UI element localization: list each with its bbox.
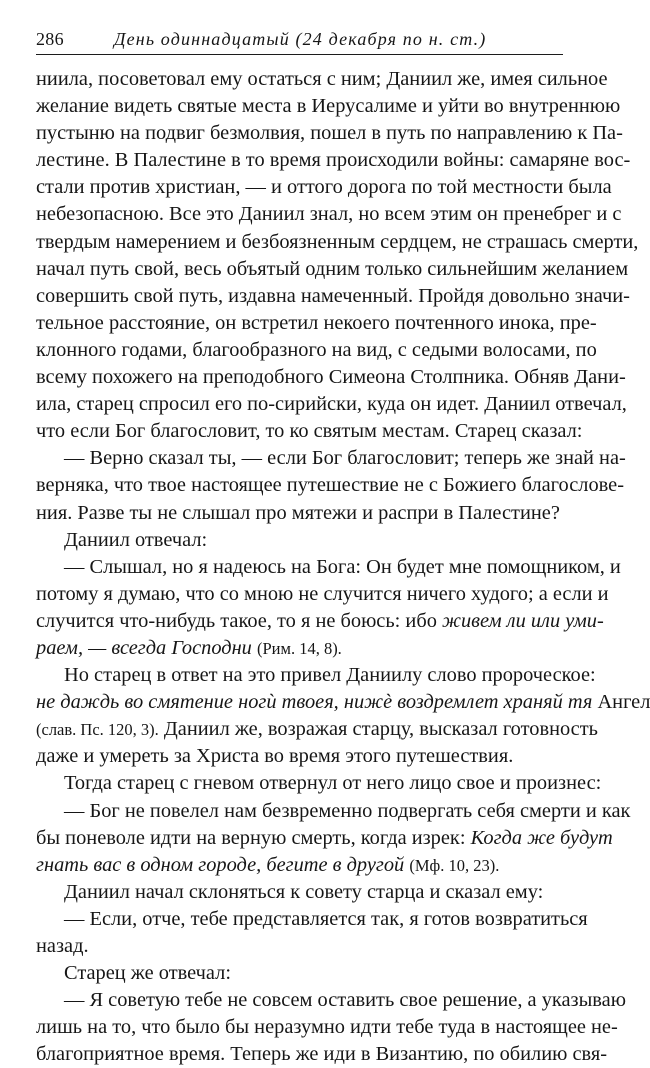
text-line [36,852,563,879]
text-line: Даниил отвечал: [64,528,208,551]
paragraph-10 [36,960,563,987]
text-line: тельное расстояние, он встретил некоего почтенного инока, пре- [36,311,597,334]
text-line: Но старец в ответ на это привел Даниилу слово пророческое: [64,664,596,687]
scripture-quote: не даждь во смятение ногѝ твоея, нижѐ воздремлет храняй тя [36,691,593,714]
page-number: 286 [36,29,64,49]
paragraph-6 [36,770,602,797]
text-line: даже и умереть за Христа во время этого путешествия. [36,745,514,768]
scripture-quote: живем ли или уми- [442,609,604,632]
scripture-reference: (Мф. 10, 23). [409,855,500,875]
text-line: твердым намерением и безбоязненным сердцем, не страшась смерти, [36,230,639,253]
paragraph-5 [36,662,650,770]
text-line: лишь на то, что было бы неразумно идти тебе туда в настоящее не- [36,1016,618,1039]
text-line: ниила, посоветовал ему остаться с ним; Даниил же, имея сильное [36,68,608,90]
paragraph-11 [36,987,626,1068]
scripture-quote: Когда же будут [470,826,613,849]
text-line: пустыню на подвиг безмолвия, пошел в путь по направлению к Па- [36,122,623,145]
text-line: ния. Разве ты не слышал про мятежи и распри в Палестине? [36,501,560,524]
text-run: Ангел [597,691,650,714]
paragraph-9 [36,906,588,960]
text-line: клонного годами, благообразного на вид, с седыми волосами, по [36,338,597,361]
text-line [36,716,598,743]
text-line [36,825,613,852]
header-rule [36,54,563,55]
text-line: лестине. В Палестине в то время происходили войны: самаряне вос- [36,149,631,172]
text-line [36,689,650,716]
paragraph-8 [36,879,563,906]
text-line: Тогда старец с гневом отвернул от него лицо свое и произнес: [64,772,602,795]
text-line: всему похожего на преподобного Симеона Столпника. Обняв Дани- [36,366,626,389]
text-line: — Верно сказал ты, — если Бог благословит; теперь же знай на- [64,447,626,470]
paragraph-4 [36,554,621,662]
text-line [36,608,604,635]
text-line: желание видеть святые места в Иерусалиме и уйти во внутреннюю [36,95,621,118]
paragraph-7 [36,798,631,879]
paragraph-2 [36,445,626,526]
scripture-quote: гнать вас в одном городе, бегите в другой [36,853,405,876]
text-line: — Слышал, но я надеюсь на Бога: Он будет мне помощником, и [64,555,621,578]
text-line: что если Бог благословит, то ко святым местам. Старец сказал: [36,420,583,443]
text-line: совершить свой путь, издавна намеченный. Пройдя довольно значи- [36,284,630,307]
text-line: — Бог не повелел нам безвременно подвергать себя смерти и как [64,799,631,822]
text-line: благоприятное время. Теперь же иди в Византию, по обилию свя- [36,1043,608,1066]
text-line: Старец же отвечал: [64,962,231,985]
text-line: небезопасною. Все это Даниил знал, но всем этим он пренебрег и с [36,203,622,226]
text-line: — Если, отче, тебе представляется так, я готов возвратиться [64,907,588,930]
text-line: стали против христиан, — и оттого дорога по той местности была [36,176,612,199]
text-line [36,635,563,662]
running-title: День одиннадцатый (24 декабря по н. ст.) [114,29,487,49]
text-line: назад. [36,935,89,957]
text-line: ила, старец спросил его по-сирийски, куда он идет. Даниил отвечал, [36,393,627,416]
text-line: — Я советую тебе не совсем оставить свое решение, а указываю [64,989,626,1012]
scripture-quote: раем, — всегда Господни [36,636,252,659]
page-header [36,27,563,53]
text-run: бы поневоле идти на верную смерть, когда изрек: [36,826,466,849]
scripture-reference: (Рим. 14, 8). [257,638,342,658]
text-line: потому я думаю, что со мною не случится ничего худого; а если и [36,582,609,605]
text-line: начал путь свой, весь объятый одним только сильнейшим желанием [36,257,629,280]
text-line: верняка, что твое настоящее путешествие не с Божиего благослове- [36,474,625,497]
scripture-reference: (слав. Пс. 120, 3). [36,720,159,740]
paragraph-3 [36,527,563,554]
text-run: Даниил же, возражая старцу, высказал готовность [163,718,598,741]
paragraph-1 [36,66,639,445]
body-text [36,66,650,1068]
text-line: Даниил начал склоняться к совету старца и сказал ему: [64,880,544,903]
text-run: случится что-нибудь такое, то я не боюсь: ибо [36,609,437,632]
